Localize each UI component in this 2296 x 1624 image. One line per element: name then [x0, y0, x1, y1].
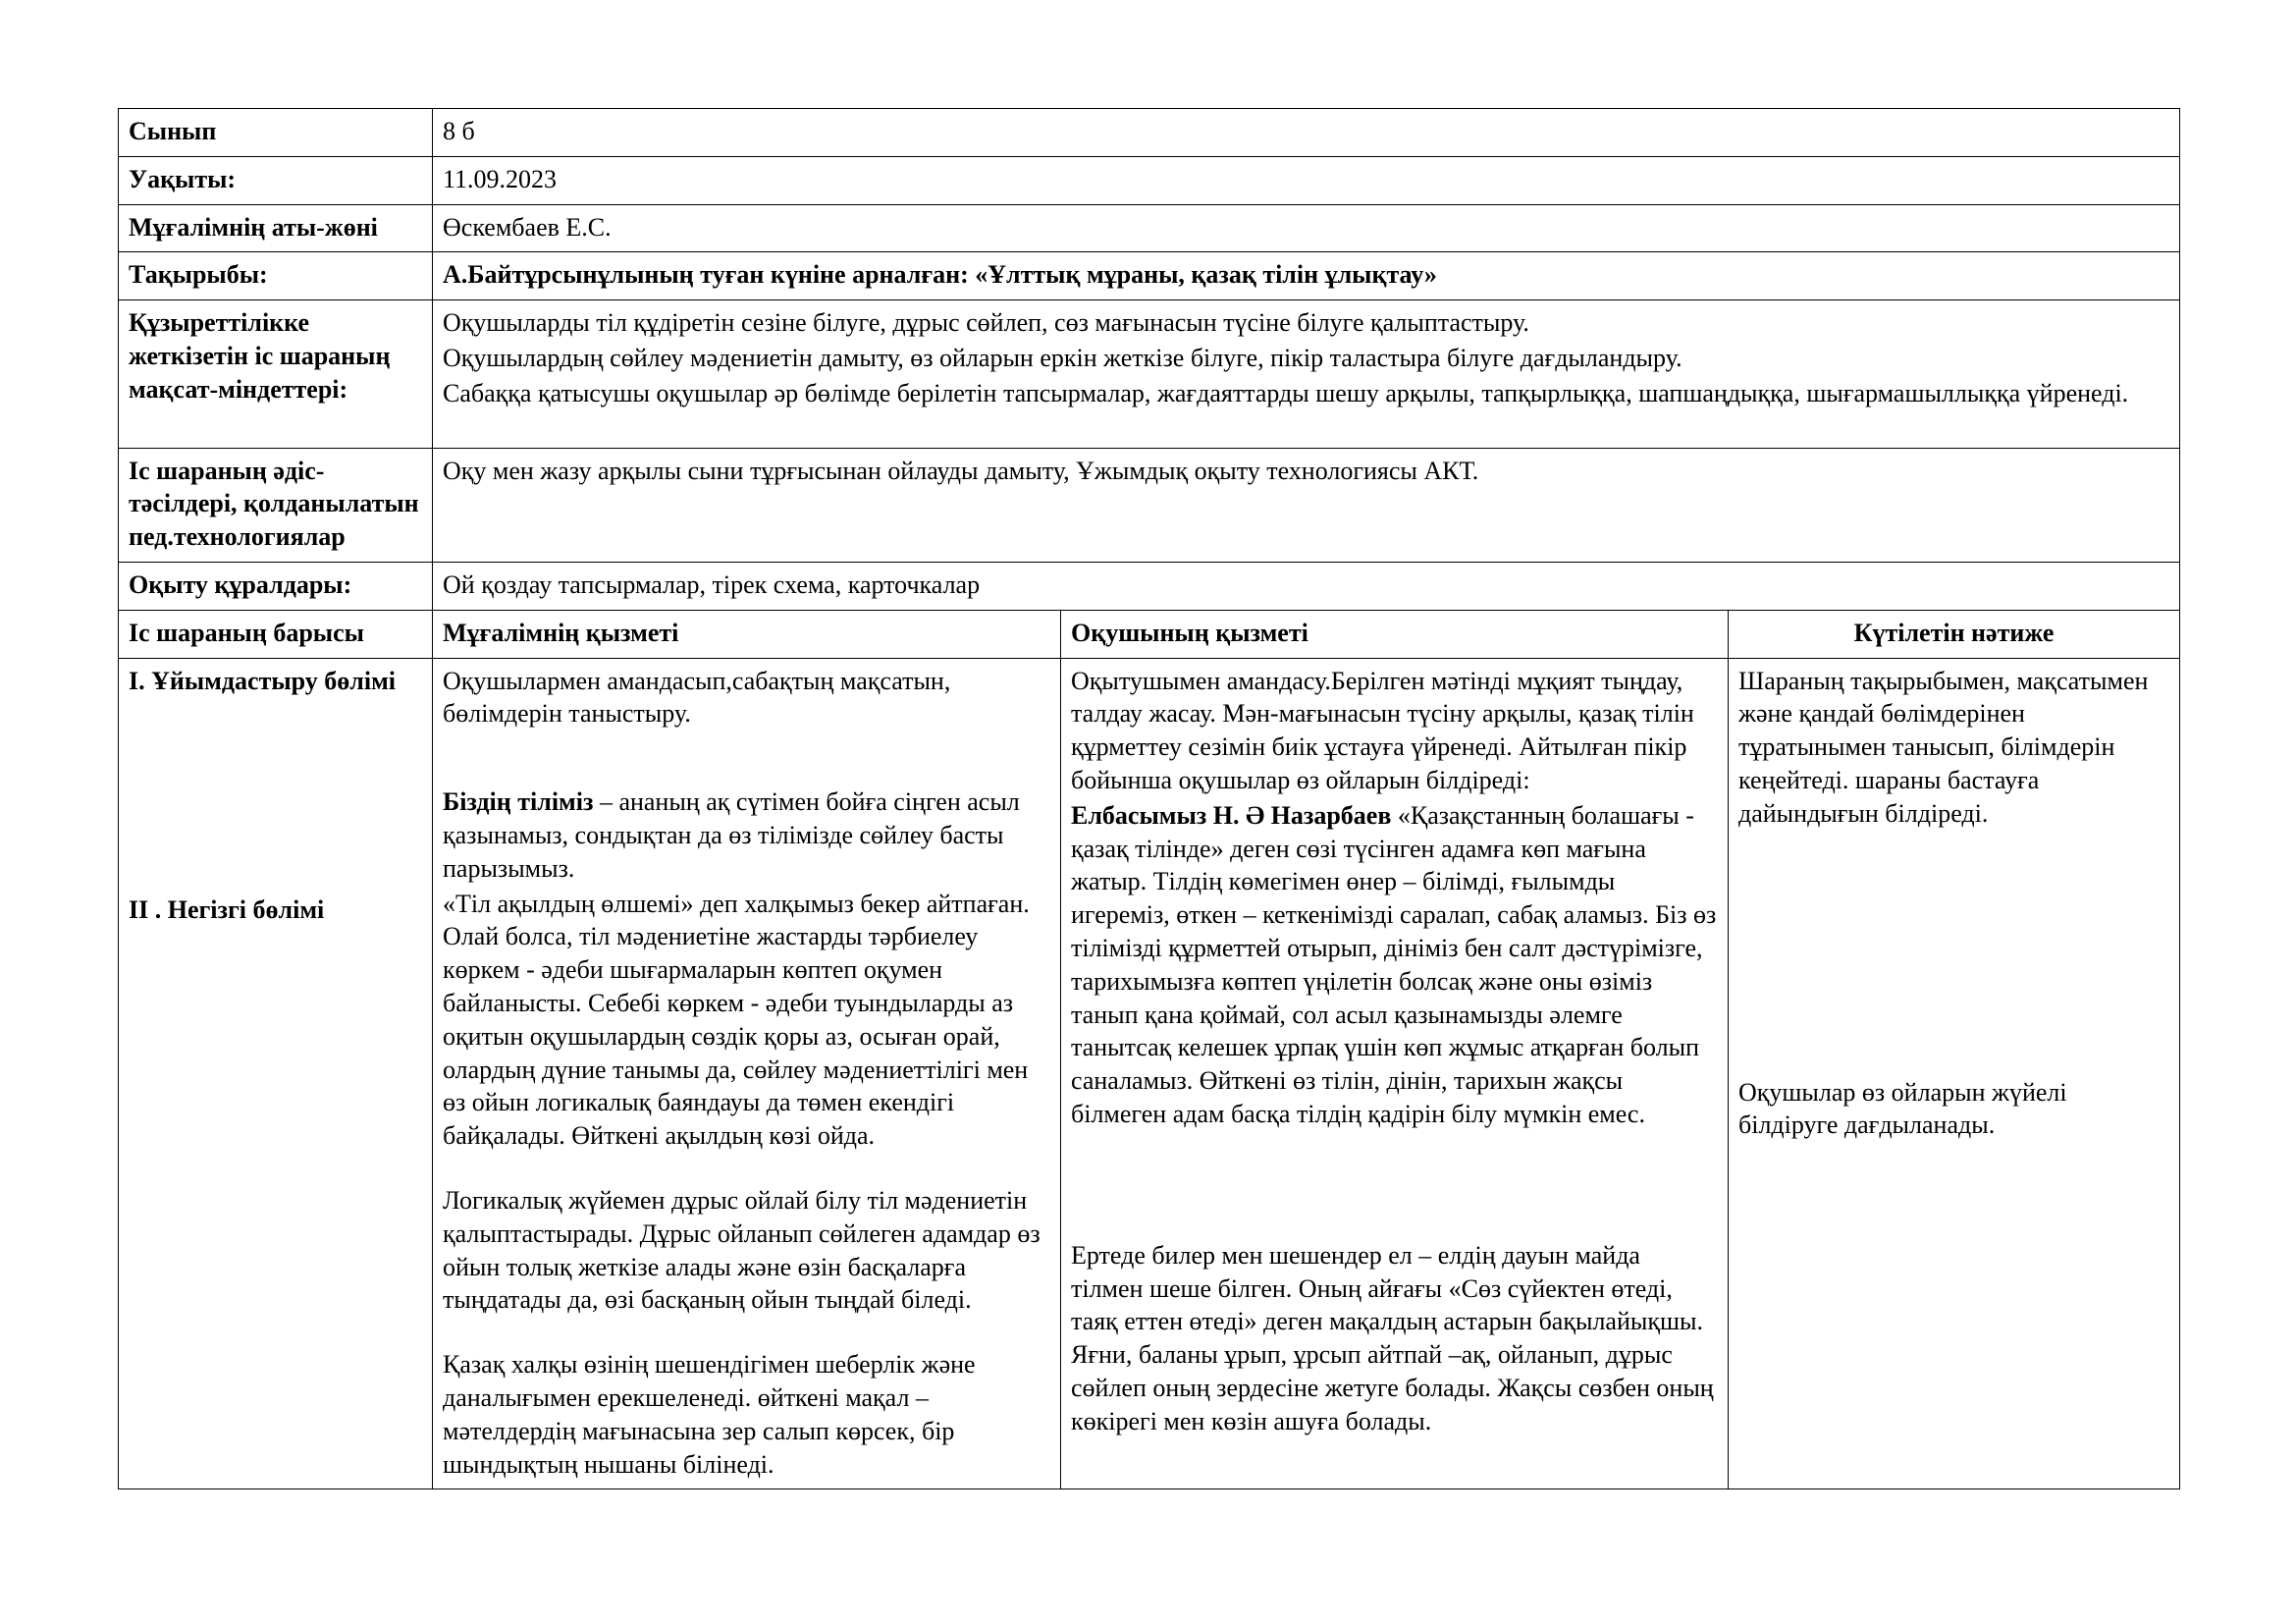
stage-one-label: I. Ұйымдастыру бөлімі [129, 666, 397, 695]
table-row-date [119, 156, 2180, 204]
expected-result-column [1729, 658, 2180, 1489]
table-row-goals [119, 300, 2180, 448]
methods-spacer [443, 487, 2169, 544]
value-topic: А.Байтұрсынұлының туған күніне арналған: «Ұлттық мұраны, қазақ тілін ұлықтау» [433, 252, 2180, 300]
header-teacher-activity: Мұғалімнің қызметі [433, 610, 1061, 658]
table-row-class [119, 109, 2180, 157]
goal-line-3: Сабаққа қатысушы оқушылар әр бөлімде берілетін тапсырмалар, жағдаяттарды шешу арқылы, тапқырлыққа, шапшаңдыққа, шығармашыллыққа үйренеді. [443, 378, 2129, 407]
teacher-paragraph-4: Қазақ халқы өзінің шешендігімен шеберлік және даналығымен ерекшеленеді. өйткені мақал – мәтелдердің мағынасына зер салып көрсек, бір шындықтың нышаны білінеді. [443, 1350, 976, 1479]
goal-line-1: Оқушыларды тіл құдіретін сезіне білуге, дұрыс сөйлеп, сөз мағынасын түсіне білуге қалыптастыру. [443, 308, 1529, 338]
value-date: 11.09.2023 [433, 156, 2180, 204]
label-topic: Тақырыбы: [119, 252, 433, 300]
label-class: Сынып [119, 109, 433, 157]
teacher-paragraph-2: «Тіл ақылдың өлшемі» деп халқымыз бекер айтпаған. Олай болса, тіл мәдениетіне жастарды тәрбиелеу көркем - әдеби шығармаларын көптеп оқумен байланысты. Себебі көркем - әдеби туындыларды аз оқитын оқушылардың сөздік қоры аз, осыған орай, олардың дүние танымы да, сөйлеу мәдениеттілігі мен өз ойын логикалық баяндауы да төмен екендігі байқалады. Өйткені ақылдың көзі ойда. [443, 889, 1030, 1151]
label-methods: Іс шараның әдіс-тәсілдері, қолданылатын пед.технологиялар [119, 448, 433, 562]
student-highlight-paragraph [1071, 799, 1718, 1131]
value-class: 8 б [433, 109, 2180, 157]
table-row-teacher-name [119, 204, 2180, 252]
student-intro: Оқытушымен амандасу.Берілген мәтінді мұқият тыңдау, талдау жасау. Мән-мағынасын түсіну арқылы, қазақ тілін құрметтеу сезімін биік ұстауға үйренеді. Айтылған пікір бойынша оқушылар өз ойларын білдіреді: [1071, 666, 1694, 794]
table-row-topic [119, 252, 2180, 300]
stage-spacer [129, 697, 422, 893]
teacher-spacer-3 [443, 1317, 1050, 1348]
student-highlight-title: Елбасымыз Н. Ә Назарбаев [1071, 800, 1392, 830]
lesson-plan-table [118, 108, 2180, 1489]
teacher-highlight-paragraph [443, 785, 1050, 885]
stage-column [119, 658, 433, 1489]
student-spacer-1 [1071, 1131, 1718, 1239]
value-methods [433, 448, 2180, 562]
value-teacher-name: Өскембаев Е.С. [433, 204, 2180, 252]
header-process: Іс шараның барысы [119, 610, 433, 658]
table-row-tools [119, 562, 2180, 610]
stage-two-label: II . Негізгі бөлімі [129, 895, 325, 925]
teacher-paragraph-3: Логикалық жүйемен дұрыс ойлай білу тіл мәдениетін қалыптастырады. Дұрыс ойланып сөйлеген адамдар өз ойын толық жеткізе алады және өзін басқаларға тыңдатады да, өзі басқаның ойын тыңдай біледі. [443, 1185, 1041, 1315]
table-row-body [119, 658, 2180, 1489]
table-header-row [119, 610, 2180, 658]
header-expected-result: Күтілетін нәтиже [1729, 610, 2180, 658]
result-spacer [1738, 831, 2169, 1076]
teacher-highlight-rest: – ананың ақ сүтімен бойға сіңген асыл қазынамыз, сондықтан да өз тілімізде сөйлеу басты парызымыз. [443, 787, 1020, 883]
header-student-activity: Оқушының қызметі [1061, 610, 1729, 658]
teacher-intro: Оқушылармен амандасып,сабақтың мақсатын, бөлімдерін таныстыру. [443, 666, 951, 729]
teacher-highlight-title: Біздің тіліміз [443, 787, 594, 817]
label-goals: Құзыреттілікке жеткізетін іс шараның мақсат-міндеттері: [119, 300, 433, 448]
value-goals [433, 300, 2180, 448]
result-paragraph-1: Шараның тақырыбымен, мақсатымен және қандай бөлімдерінен тұратынымен танысып, білімдерін кеңейтеді. шараны бастауға дайындығын білдіреді. [1738, 666, 2149, 828]
table-row-methods [119, 448, 2180, 562]
label-teacher-name: Мұғалімнің аты-жөні [119, 204, 433, 252]
teacher-spacer-2 [443, 1153, 1050, 1184]
label-tools: Оқыту құралдары: [119, 562, 433, 610]
student-highlight-rest: «Қазақстанның болашағы - қазақ тілінде» деген сөзі түсінген адамға көп мағына жатыр. Тілдің көмегімен өнер – білімді, ғылымды игереміз, өткен – кеткенімізді саралап, сабақ аламыз. Біз өз тілімізді құрметтей отырып, дініміз бен салт дәстүрімізге, тарихымызға көптеп үңілетін болсақ және оны өзіміз танып қана қоймай, сол асыл қазынамызды әлемге танытсақ келешек ұрпақ үшін көп жұмыс атқарған болып саналамыз. Өйткені өз тілін, дінін, тарихын жақсы білмеген адам басқа тілдің қадірін білу мүмкін емес. [1071, 800, 1717, 1128]
student-paragraph-2: Ертеде билер мен шешендер ел – елдің дауын майда тілмен шеше білген. Оның айғағы «Сөз сүйектен өтеді, таяқ еттен өтеді» деген мақалдың астарын бақылайықшы. Яғни, баланы ұрып, ұрсып айтпай –ақ, ойланып, дұрыс сөйлеп оның зердесіне жетуге болады. Жақсы сөзбен оның көкірегі мен көзін ашуға болады. [1071, 1240, 1714, 1435]
value-tools: Ой қоздау тапсырмалар, тірек схема, карточкалар [433, 562, 2180, 610]
student-activity-column [1061, 658, 1729, 1489]
result-paragraph-2: Оқушылар өз ойларын жүйелі білдіруге дағдыланады. [1738, 1077, 2067, 1140]
label-date: Уақыты: [119, 156, 433, 204]
goal-line-2: Оқушылардың сөйлеу мәдениетін дамыту, өз ойларын еркін жеткізе білуге, пікір таластыра білуге дағдыландыру. [443, 343, 1682, 372]
teacher-activity-column [433, 658, 1061, 1489]
goals-spacer [443, 410, 2169, 440]
teacher-spacer-1 [443, 731, 1050, 785]
methods-text: Оқу мен жазу арқылы сыни тұрғысынан ойлауды дамыту, Ұжымдық оқыту технологиясы АКТ. [443, 456, 1479, 485]
